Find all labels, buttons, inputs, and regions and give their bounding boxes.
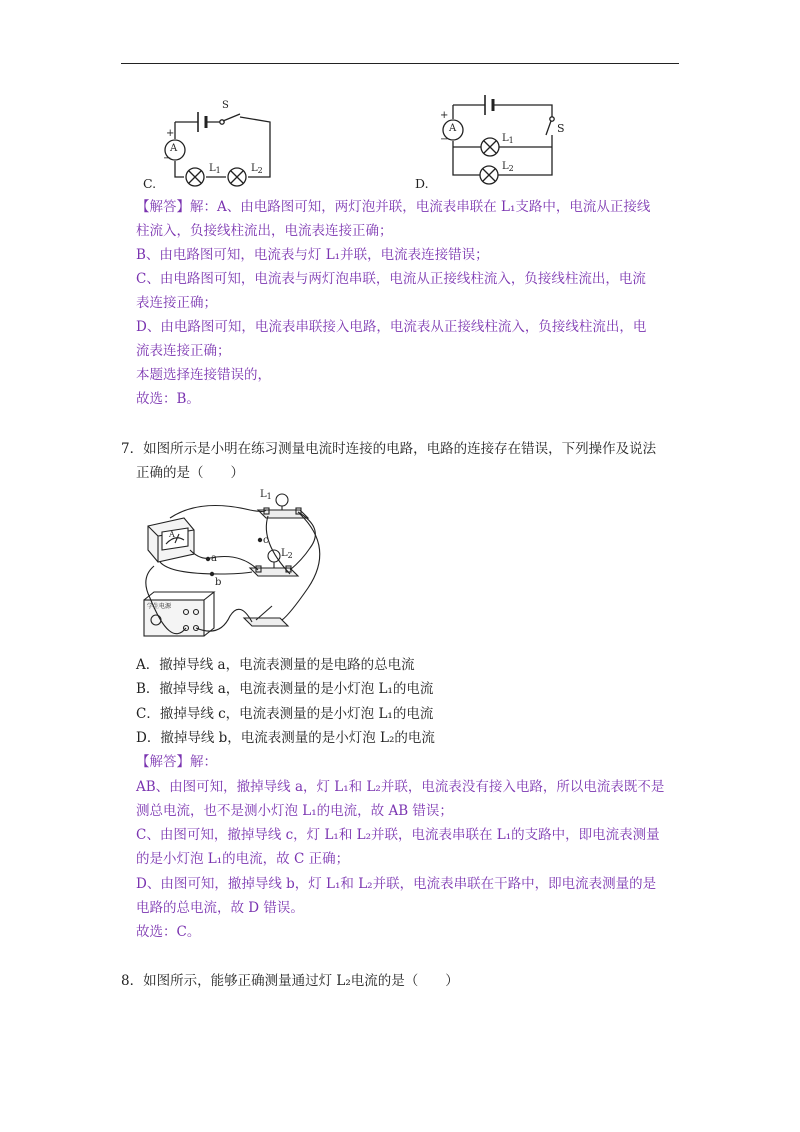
figure-d-minus: − [440, 134, 449, 145]
q7-wire-c-label: c [263, 535, 269, 546]
q8-stem: 8．如图所示，能够正确测量通过灯 L₂电流的是（ ） [121, 973, 459, 989]
header-rule [121, 63, 679, 64]
figure-c-minus: − [163, 153, 172, 164]
q7-lamp1-label: $L_1$ [260, 489, 272, 501]
figure-c-lamp2-label: $L_2$ [251, 163, 263, 175]
q7-stem-line-2: 正确的是（ ） [136, 465, 244, 481]
figure-d-lamp1-label: $L_1$ [502, 133, 514, 145]
figure-c-ammeter-label: A [170, 143, 178, 154]
q6-answer-line-2: 柱流入，负接线柱流出，电流表连接正确； [136, 223, 393, 239]
q7-option-a[interactable]: A．撤掉导线 a，电流表测量的是电路的总电流 [136, 657, 415, 673]
q6-answer-line-1: 【解答】解：A、由电路图可知，两灯泡并联，电流表串联在 L₁支路中，电流从正接线 [136, 199, 651, 215]
q7-answer-line-1: AB、由图可知，撤掉导线 a，灯 L₁和 L₂并联，电流表没有接入电路，所以电流表既不是 [136, 779, 665, 795]
q7-supply-label: 学生电源 [147, 603, 172, 610]
q7-answer-line-5: D、由图可知，撤掉导线 b，灯 L₁和 L₂并联，电流表串联在干路中，即电流表测量的是 [136, 876, 657, 892]
q7-answer-tag: 【解答】解： [136, 754, 217, 770]
figure-c-switch-label: S [222, 100, 229, 111]
q6-answer-line-8: 本题选择连接错误的， [136, 367, 271, 383]
figure-d-plus: + [440, 110, 449, 121]
figure-c-plus: + [166, 128, 175, 139]
figure-d-lamp2-label: $L_2$ [502, 161, 514, 173]
q7-answer-line-7: 故选：C。 [136, 924, 201, 940]
q7-physical-circuit [140, 488, 340, 643]
q6-answer-line-4: C、由电路图可知，电流表与两灯泡串联，电流从正接线柱流入，负接线柱流出，电流 [136, 271, 646, 287]
q6-answer-line-9: 故选：B。 [136, 391, 200, 407]
figure-c-label: C. [143, 176, 157, 191]
q7-wire-b-label: b [215, 577, 222, 588]
q7-answer-line-3: C、由图可知，撤掉导线 c，灯 L₁和 L₂并联，电流表串联在 L₁的支路中，即电流表测量 [136, 827, 660, 843]
answer-tag: 【解答】 [136, 199, 190, 215]
figure-c-lamp1-label: $L_1$ [209, 163, 221, 175]
figure-d-label: D. [415, 176, 429, 191]
q7-lamp2-label: $L_2$ [281, 548, 293, 560]
q6-answer-line-5: 表连接正确； [136, 295, 217, 311]
q7-answer-line-2: 测总电流，也不是测小灯泡 L₁的电流，故 AB 错误； [136, 803, 453, 819]
q6-answer-line-7: 流表连接正确； [136, 343, 231, 359]
q6-answer-line-3: B、由电路图可知，电流表与灯 L₁并联，电流表连接错误； [136, 247, 489, 263]
figure-d-switch-label: S [557, 122, 565, 135]
q7-ammeter-label: A [169, 530, 175, 539]
q7-answer-line-6: 电路的总电流，故 D 错误。 [136, 900, 304, 916]
q7-answer-line-4: 的是小灯泡 L₁的电流，故 C 正确； [136, 851, 350, 867]
q7-option-c[interactable]: C．撤掉导线 c，电流表测量的是小灯泡 L₁的电流 [136, 706, 434, 722]
q7-wire-a-label: a [211, 553, 217, 564]
q7-option-d[interactable]: D．撤掉导线 b，电流表测量的是小灯泡 L₂的电流 [136, 730, 435, 746]
figure-d-ammeter-label: A [449, 123, 457, 134]
q6-answer-line-6: D、由电路图可知，电流表串联接入电路，电流表从正接线柱流入，负接线柱流出，电 [136, 319, 647, 335]
q7-option-b[interactable]: B．撤掉导线 a，电流表测量的是小灯泡 L₁的电流 [136, 681, 434, 697]
q7-stem-line-1: 7．如图所示是小明在练习测量电流时连接的电路，电路的连接存在错误，下列操作及说法 [121, 441, 657, 457]
